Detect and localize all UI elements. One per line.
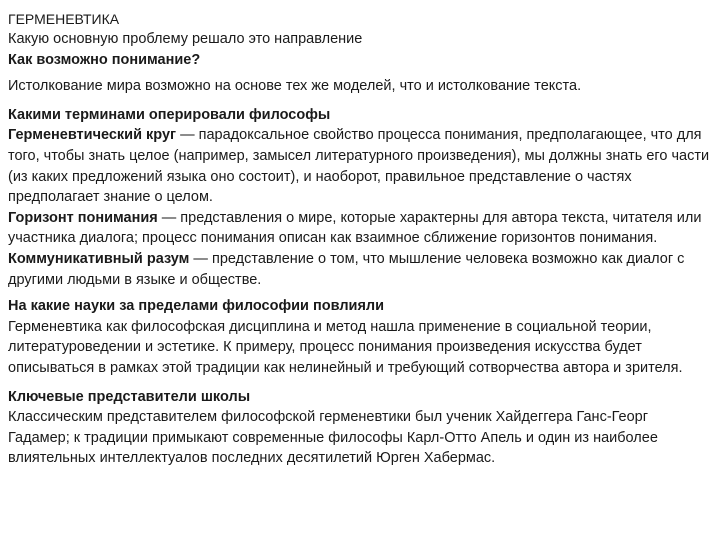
term-definition: — парадоксальное свойство процесса понимания, предполагающее, что для того, чтобы знать целое (например, замысел литературного произведения), мы должны знать его части (из каких предложений языка оно состоит), и наоборот, правильное представление о частях предполагает знание о целом. xyxy=(8,127,710,206)
term-definition: — представление о том, что мышление человека возможно как диалог с другими людьми в языке и обществе. xyxy=(8,250,685,288)
section-representatives-text: Классическим представителем философской герменевтики был ученик Хайдеггера Ганс-Георг Гадамер; к традиции примыкают современные философы Карл-Отто Апель и один из наиболее влиятельных интеллектуалов последних десятилетий Юрген Хабермас. xyxy=(8,409,658,467)
section-sciences-text: Герменевтика как философская дисциплина и метод нашла применение в социальной теории, литературоведении и эстетике. К примеру, процесс понимания произведения искусства будет описываться в рамках этой традиции как нелинейный и требующий сотворчества автора и зрителя. xyxy=(8,318,683,376)
term-name: Коммуникативный разум xyxy=(8,250,190,267)
term-definition: — представления о мире, которые характерны для автора текста, читателя или участника диалога; процесс понимания описан как взаимное сближение горизонтов понимания. xyxy=(8,209,702,247)
question-problem: Какую основную проблему решало это направление xyxy=(8,31,363,47)
section-terms-heading: Какими терминами оперировали философы xyxy=(8,106,331,123)
term-item-horizon xyxy=(8,208,712,249)
question-problem-detail: Истолкование мира возможно на основе тех же моделей, что и истолкование текста. xyxy=(8,78,582,95)
section-representatives-heading: Ключевые представители школы xyxy=(8,388,251,405)
term-name: Герменевтический круг xyxy=(8,127,177,144)
page-title: ГЕРМЕНЕВТИКА xyxy=(8,11,120,27)
section-sciences-heading: На какие науки за пределами философии повлияли xyxy=(8,298,385,315)
question-problem-answer: Как возможно понимание? xyxy=(8,51,201,68)
term-item-communicative-reason xyxy=(8,249,712,290)
term-name: Горизонт понимания xyxy=(8,209,158,226)
term-item-hermeneutic-circle xyxy=(8,125,712,207)
